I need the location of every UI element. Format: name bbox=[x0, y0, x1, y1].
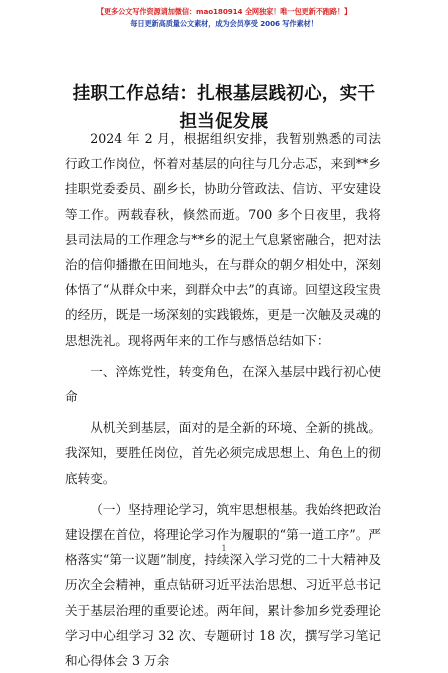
document-body bbox=[65, 126, 381, 673]
document-title: 挂职工作总结：扎根基层践初心，实干担当促发展 bbox=[72, 84, 376, 132]
banner-line-promo: 【更多公文写作资源请加微信：mao180914 全网独家！唯一包更新不跑路！】 bbox=[96, 7, 352, 16]
paragraph-transition: 从机关到基层，面对的是全新的环境、全新的挑战。我深知，要胜任岗位，首先必须完成思想上、角色上的彻底转变。 bbox=[65, 420, 381, 486]
section-heading-1: 一、淬炼党性，转变角色，在深入基层中践行初心使命 bbox=[65, 363, 381, 405]
banner-line-membership: 每日更新高质量公文素材，成为会员享受 2006 写作素材！ bbox=[130, 19, 318, 28]
paragraph-theory-study: （一）坚持理论学习，筑牢思想根基。我始终把政治建设摆在首位，将理论学习作为履职的“第一道工序”。严格落实“第一议题”制度，持续深入学习党的二十大精神及历次全会精神，重点钻研习近平法治思想、习近平总书记关于基层治理的重要论述。两年间，累计参加乡党委理论学习中心组学习 32 次、专题研讨 18 次，撰写学习笔记和心得体会 3 万余 bbox=[65, 501, 381, 669]
header-banner bbox=[0, 6, 448, 30]
page-number: 1 bbox=[221, 544, 227, 553]
paragraph-intro: 2024 年 2 月，根据组织安排，我暂别熟悉的司法行政工作岗位，怀着对基层的向往与几分忐忑，来到**乡挂职党委委员、副乡长，协助分管政法、信访、平安建设等工作。两载春秋，倏然而逝。700 多个日夜里，我将县司法局的工作理念与**乡的泥土气息紧密融合，把对法治的信仰播撒在田间地头，在与群众的朝夕相处中，深刻体悟了“从群众中来，到群众中去”的真谛。回望这段宝贵的经历，既是一场深刻的实践锻炼，更是一次触及灵魂的思想洗礼。现将两年来的工作与感悟总结如下： bbox=[65, 131, 381, 348]
